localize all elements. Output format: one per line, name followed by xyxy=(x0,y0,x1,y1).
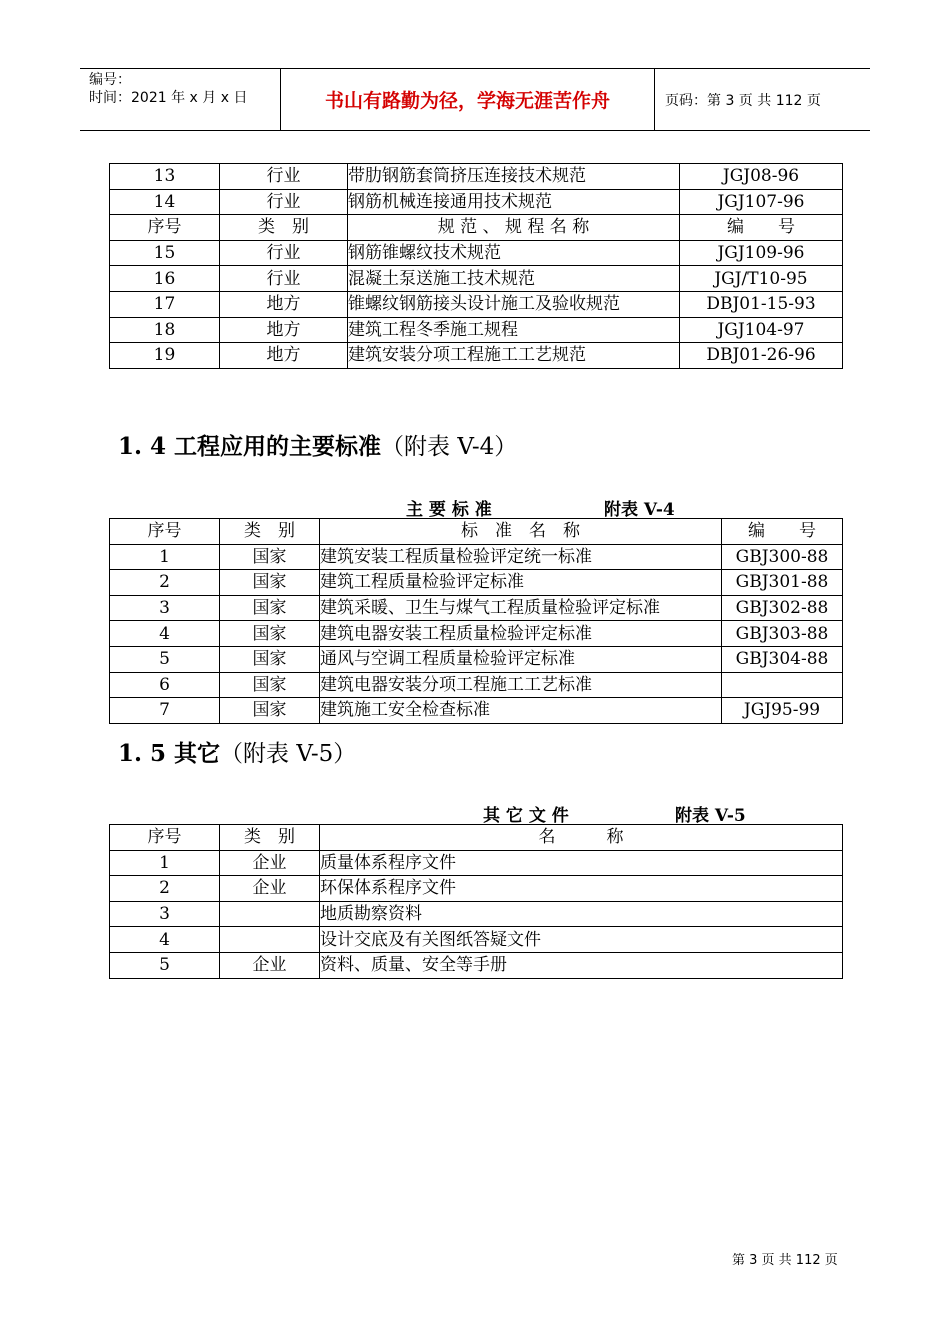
table-row xyxy=(110,698,843,724)
row-name: 建筑采暖、卫生与煤气工程质量检验评定标准 xyxy=(320,595,722,621)
time-label: 时间：2021 年 x 月 x 日 xyxy=(89,90,248,106)
header-code: 编 号 xyxy=(722,519,843,545)
table-row xyxy=(110,291,843,317)
heading-text: 1. 4 工程应用的主要标准 xyxy=(118,433,382,460)
row-no: 5 xyxy=(110,646,220,672)
table-row xyxy=(110,952,843,978)
row-code: GBJ301-88 xyxy=(722,570,843,596)
row-no: 3 xyxy=(110,595,220,621)
row-name: 建筑安装分项工程施工工艺规范 xyxy=(348,343,680,369)
row-no: 1 xyxy=(110,850,220,876)
row-code xyxy=(722,672,843,698)
row-name: 建筑电器安装分项工程施工工艺标准 xyxy=(320,672,722,698)
row-no: 4 xyxy=(110,621,220,647)
row-no: 3 xyxy=(110,901,220,927)
row-name: 质量体系程序文件 xyxy=(320,850,843,876)
row-name: 地质勘察资料 xyxy=(320,901,843,927)
table-caption-title: 其 它 文 件 xyxy=(483,806,569,826)
row-name: 环保体系程序文件 xyxy=(320,876,843,902)
row-name: 建筑安装工程质量检验评定统一标准 xyxy=(320,544,722,570)
row-name: 通风与空调工程质量检验评定标准 xyxy=(320,646,722,672)
row-category: 地方 xyxy=(220,343,348,369)
section-heading-1-5 xyxy=(118,735,356,768)
row-name: 设计交底及有关图纸答疑文件 xyxy=(320,927,843,953)
row-no: 16 xyxy=(110,266,220,292)
row-category: 国家 xyxy=(220,621,320,647)
row-no: 19 xyxy=(110,343,220,369)
row-category: 行业 xyxy=(220,164,348,190)
table-caption-ref: 附表 V-4 xyxy=(604,500,675,520)
header-page-label: 页码：第 3 页 共 112 页 xyxy=(665,92,821,109)
header-no: 序号 xyxy=(110,215,220,241)
row-code: GBJ300-88 xyxy=(722,544,843,570)
row-code: JGJ107-96 xyxy=(680,189,843,215)
row-category: 企业 xyxy=(220,952,320,978)
heading-text: 1. 5 其它 xyxy=(118,740,221,767)
header-category: 类 别 xyxy=(220,519,320,545)
row-category xyxy=(220,901,320,927)
table-row xyxy=(110,343,843,369)
row-no: 1 xyxy=(110,544,220,570)
row-category: 行业 xyxy=(220,266,348,292)
row-code: GBJ304-88 xyxy=(722,646,843,672)
table-row xyxy=(110,850,843,876)
heading-paren: （附表 V-4） xyxy=(381,434,518,460)
row-name: 钢筋机械连接通用技术规范 xyxy=(348,189,680,215)
row-category: 国家 xyxy=(220,646,320,672)
row-no: 7 xyxy=(110,698,220,724)
row-category: 地方 xyxy=(220,317,348,343)
table-row xyxy=(110,927,843,953)
row-name: 建筑电器安装工程质量检验评定标准 xyxy=(320,621,722,647)
table-row xyxy=(110,901,843,927)
row-code: GBJ302-88 xyxy=(722,595,843,621)
page-header xyxy=(80,68,870,131)
header-no: 序号 xyxy=(110,825,220,851)
row-no: 5 xyxy=(110,952,220,978)
row-no: 14 xyxy=(110,189,220,215)
row-no: 18 xyxy=(110,317,220,343)
table-row xyxy=(110,164,843,190)
header-name: 标 准 名 称 xyxy=(320,519,722,545)
row-no: 15 xyxy=(110,240,220,266)
row-name: 建筑工程冬季施工规程 xyxy=(348,317,680,343)
row-code: JGJ/T10-95 xyxy=(680,266,843,292)
spec-table xyxy=(109,163,843,369)
row-no: 2 xyxy=(110,876,220,902)
row-category: 地方 xyxy=(220,291,348,317)
row-code: JGJ109-96 xyxy=(680,240,843,266)
row-name: 带肋钢筋套筒挤压连接技术规范 xyxy=(348,164,680,190)
row-category: 行业 xyxy=(220,240,348,266)
row-category: 国家 xyxy=(220,672,320,698)
table-caption-title: 主 要 标 准 xyxy=(406,500,492,520)
row-category: 国家 xyxy=(220,595,320,621)
row-name: 混凝土泵送施工技术规范 xyxy=(348,266,680,292)
row-no: 17 xyxy=(110,291,220,317)
row-category: 国家 xyxy=(220,570,320,596)
row-code: JGJ08-96 xyxy=(680,164,843,190)
standards-table xyxy=(109,518,843,724)
header-motto: 书山有路勤为径，学海无涯苦作舟 xyxy=(281,69,655,130)
table-row xyxy=(110,317,843,343)
header-no: 序号 xyxy=(110,519,220,545)
table-row xyxy=(110,621,843,647)
row-name: 建筑工程质量检验评定标准 xyxy=(320,570,722,596)
table-header-row xyxy=(110,519,843,545)
row-no: 2 xyxy=(110,570,220,596)
row-name: 锥螺纹钢筋接头设计施工及验收规范 xyxy=(348,291,680,317)
header-info xyxy=(80,69,281,130)
row-no: 13 xyxy=(110,164,220,190)
table-header-row xyxy=(110,825,843,851)
table-row xyxy=(110,646,843,672)
row-category: 行业 xyxy=(220,189,348,215)
table-row xyxy=(110,544,843,570)
table-row xyxy=(110,876,843,902)
row-category: 国家 xyxy=(220,698,320,724)
row-no: 4 xyxy=(110,927,220,953)
table-row xyxy=(110,240,843,266)
footer-page-number: 第 3 页 共 112 页 xyxy=(732,1253,838,1268)
table-row xyxy=(110,266,843,292)
row-name: 资料、质量、安全等手册 xyxy=(320,952,843,978)
row-category xyxy=(220,927,320,953)
heading-paren: （附表 V-5） xyxy=(220,741,357,767)
row-category: 企业 xyxy=(220,876,320,902)
header-category: 类 别 xyxy=(220,215,348,241)
table-caption-ref: 附表 V-5 xyxy=(675,806,746,826)
table-row xyxy=(110,672,843,698)
row-category: 企业 xyxy=(220,850,320,876)
row-code: GBJ303-88 xyxy=(722,621,843,647)
header-code: 编 号 xyxy=(680,215,843,241)
row-code: JGJ95-99 xyxy=(722,698,843,724)
row-no: 6 xyxy=(110,672,220,698)
header-name: 名 称 xyxy=(320,825,843,851)
code-label: 编号： xyxy=(89,72,131,88)
header-category: 类 别 xyxy=(220,825,320,851)
row-name: 建筑施工安全检查标准 xyxy=(320,698,722,724)
table-row xyxy=(110,570,843,596)
row-code: JGJ104-97 xyxy=(680,317,843,343)
row-code: DBJ01-15-93 xyxy=(680,291,843,317)
other-docs-table xyxy=(109,824,843,979)
row-category: 国家 xyxy=(220,544,320,570)
header-name: 规 范 、 规 程 名 称 xyxy=(348,215,680,241)
row-name: 钢筋锥螺纹技术规范 xyxy=(348,240,680,266)
table-row xyxy=(110,189,843,215)
table-header-row xyxy=(110,215,843,241)
row-code: DBJ01-26-96 xyxy=(680,343,843,369)
section-heading-1-4 xyxy=(118,428,517,461)
table-row xyxy=(110,595,843,621)
